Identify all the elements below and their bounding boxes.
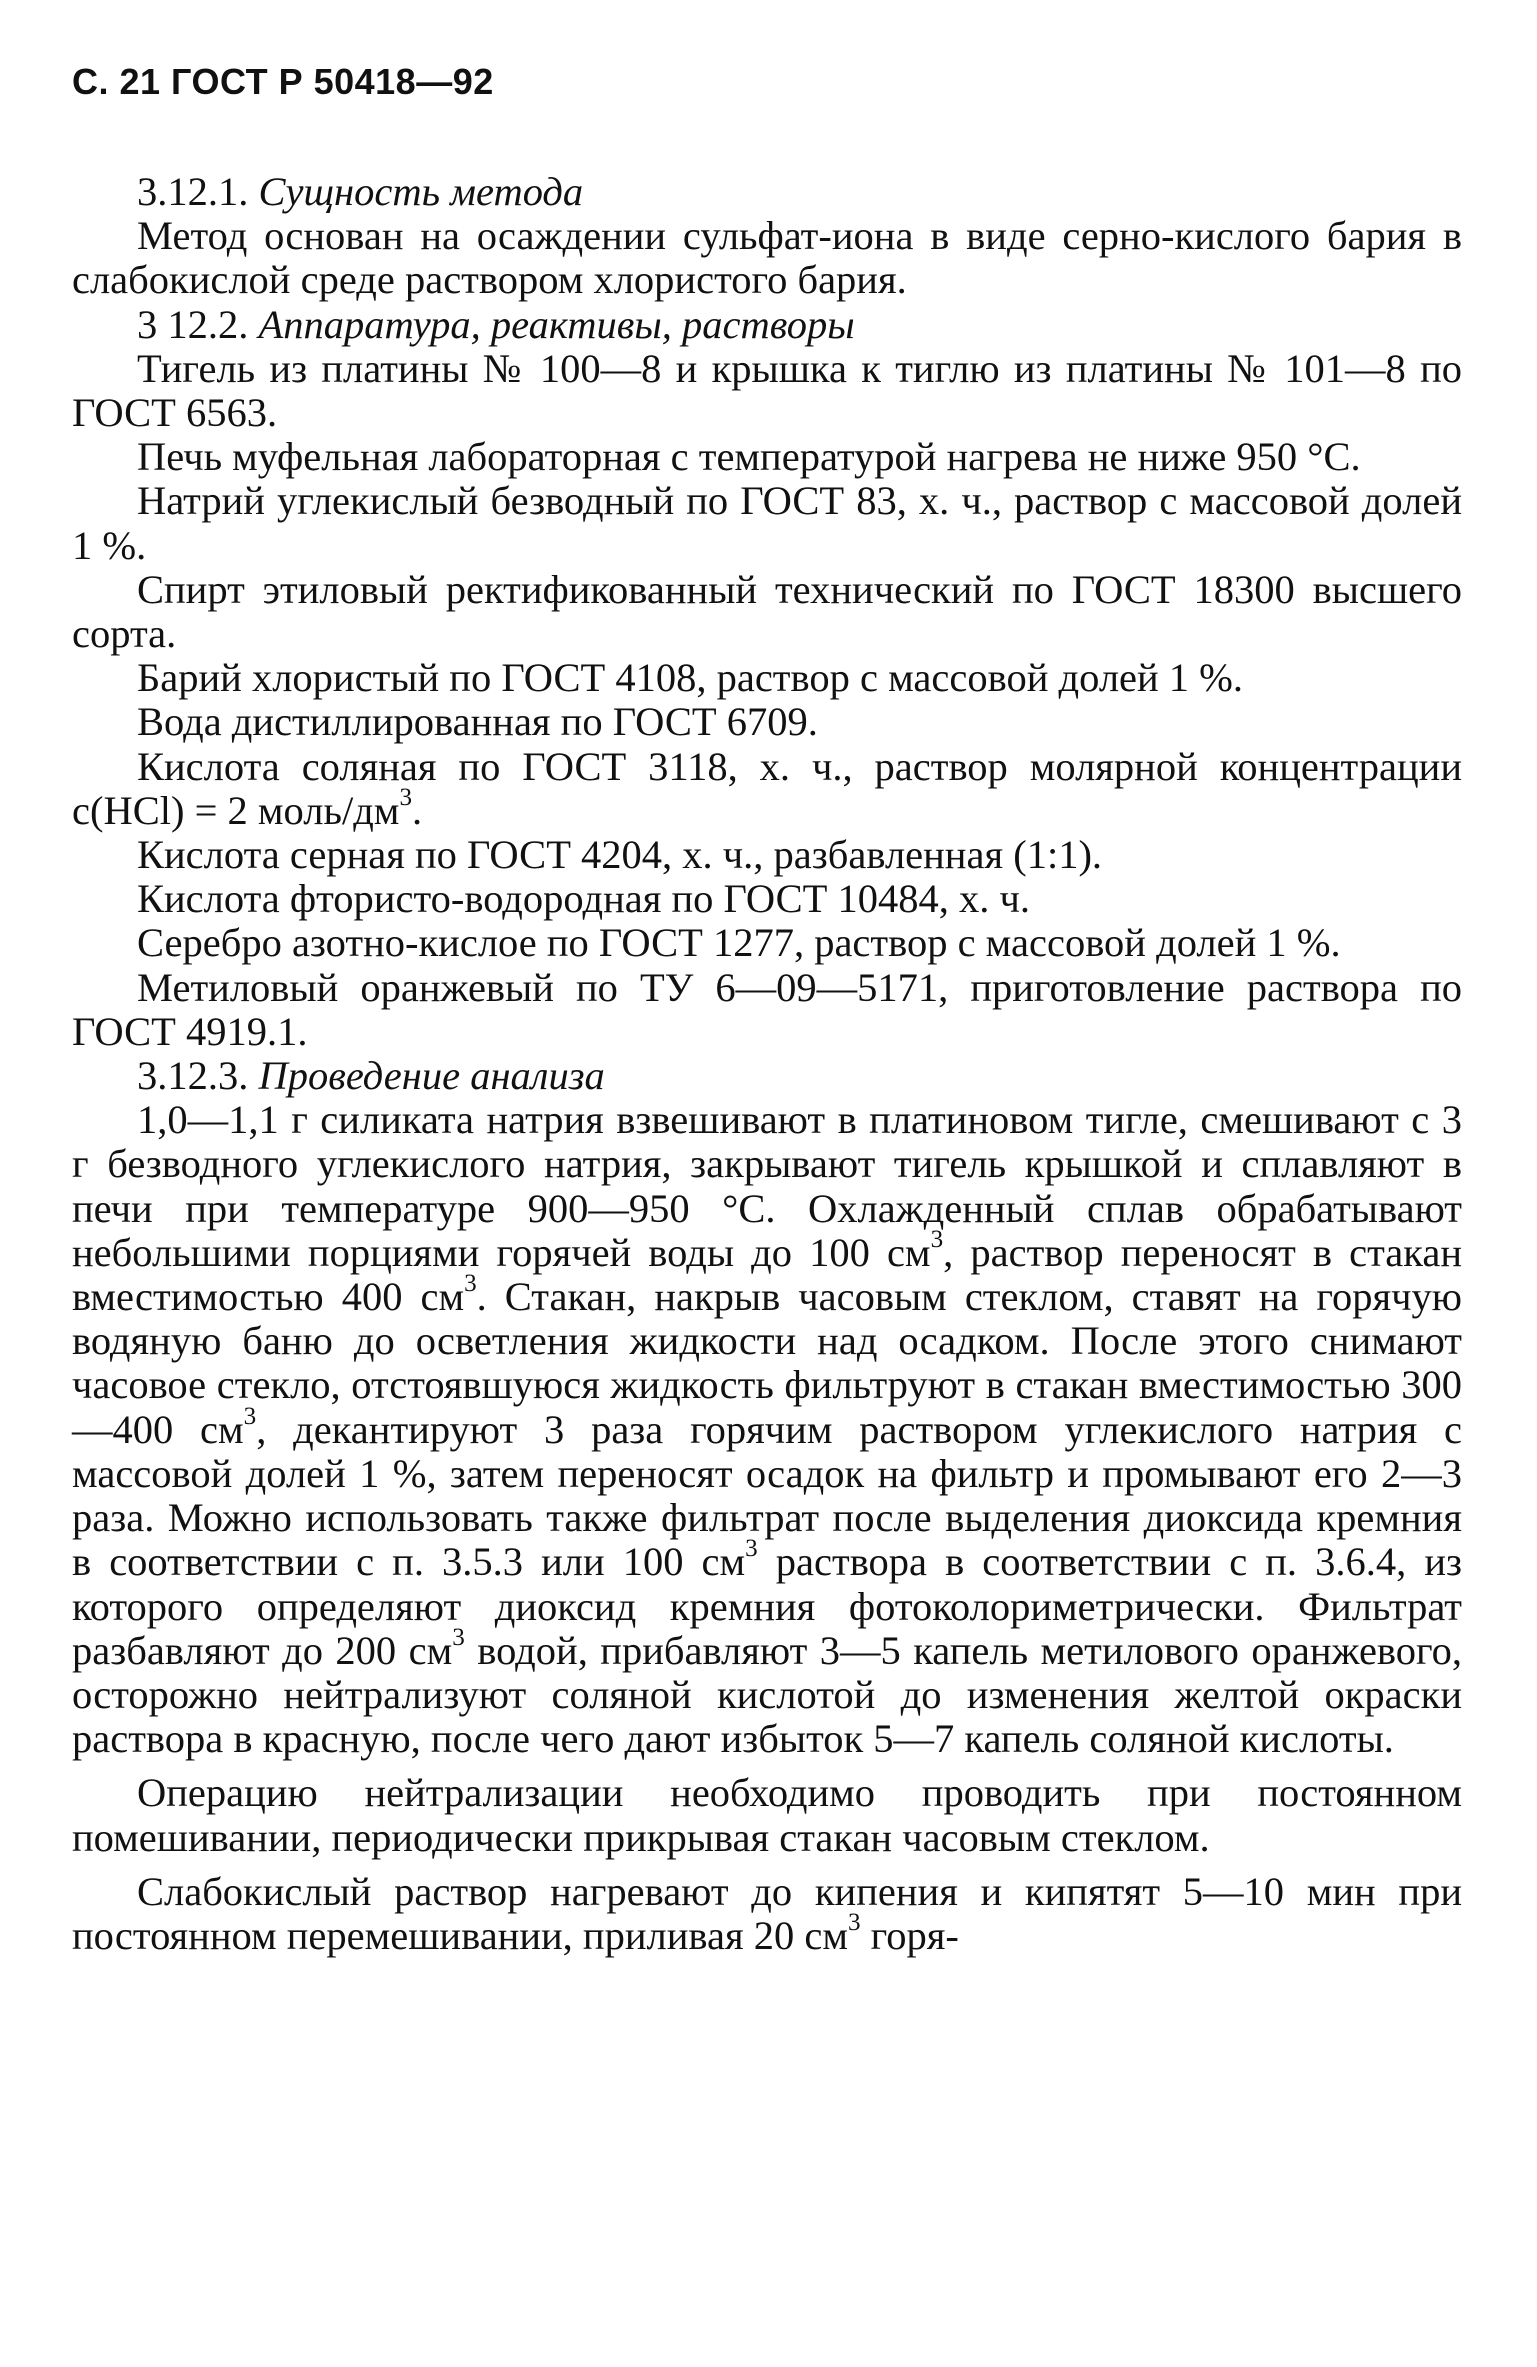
paragraph-neutralization: Операцию нейтрализации необходимо проводить при постоянном помешивании, периодически прикрывая стакан часовым стеклом. <box>72 1770 1462 1860</box>
paragraph-methyl-orange: Метиловый оранжевый по ТУ 6—09—5171, приготовление раствора по ГОСТ 4919.1. <box>72 964 1462 1054</box>
section-heading-3-12-3 <box>72 1054 1462 1098</box>
superscript: 3 <box>745 1535 758 1563</box>
superscript: 3 <box>930 1226 944 1254</box>
section-title: Аппаратура, реактивы, растворы <box>258 301 855 347</box>
superscript: 3 <box>399 784 413 812</box>
text-segment: Слабокислый раствор нагревают до кипения и кипятят 5—10 мин при постоянном перемешивании, приливая 20 см <box>72 1868 1462 1958</box>
paragraph-sodium-carbonate: Натрий углекислый безводный по ГОСТ 83, х. ч., раствор с массовой долей 1 %. <box>72 478 1462 568</box>
document-body <box>72 170 1462 1958</box>
superscript: 3 <box>464 1270 477 1298</box>
paragraph-barium-chloride: Барий хлористый по ГОСТ 4108, раствор с массовой долей 1 %. <box>137 655 1244 701</box>
section-title: Проведение анализа <box>258 1053 605 1099</box>
paragraph-analysis <box>72 1098 1462 1761</box>
paragraph-water: Вода дистиллированная по ГОСТ 6709. <box>137 699 818 745</box>
text-segment: 1,0—1,1 г силиката натрия взвешивают в платиновом тигле, смешивают с 3 г безводного углекислого натрия, закрывают тигель крышкой и сплавляют в печи при температуре 900—950 °С. Охлажденный сплав обрабатывают небольшими порциями горячей воды до 100 см <box>72 1097 1462 1275</box>
superscript: 3 <box>452 1623 465 1651</box>
paragraph-sulfuric-acid: Кислота серная по ГОСТ 4204, х. ч., разбавленная (1:1). <box>137 832 1103 878</box>
paragraph-crucible: Тигель из платины № 100—8 и крышка к тиглю из платины № 101—8 по ГОСТ 6563. <box>72 345 1462 436</box>
text-segment: водой, прибавляют 3—5 капель метилового оранжевого, осторожно нейтрализуют соляной кислотой до изменения желтой окраски раствора в красную, после чего дают избыток 5—7 капель соляной кислоты. <box>72 1627 1462 1762</box>
text-segment: . Стакан, накрыв часовым стеклом, ставят на горячую водяную баню до осветления жидкости над осадком. После этого снимают часовое стекло, отстоявшуюся жидкость фильтруют в стакан вместимостью 300—400 см <box>72 1274 1462 1452</box>
text-segment: Кислота соляная по ГОСТ 3118, х. ч., раствор молярной концентрации с(НСl) = 2 моль/дм <box>72 743 1462 833</box>
paragraph-hydrofluoric-acid: Кислота фтористо-водородная по ГОСТ 10484, х. ч. <box>137 876 1031 922</box>
text-segment: . <box>412 787 423 833</box>
section-title: Сущность метода <box>258 169 584 214</box>
document-page <box>72 60 1462 1958</box>
text-segment: горя- <box>860 1912 959 1958</box>
section-number: 3.12.1. <box>137 169 249 214</box>
paragraph-boiling <box>72 1870 1462 1958</box>
superscript: 3 <box>847 1909 861 1937</box>
section-number: 3 12.2. <box>137 301 249 347</box>
superscript: 3 <box>243 1402 257 1430</box>
text-segment: , декантируют 3 раза горячим раствором углекислого натрия с массовой долей 1 %, затем переносят осадок на фильтр и промывают его 2—3 раза. Можно использовать также фильтрат после выделения диоксида кремния в соответствии с п. 3.5.3 или 100 см <box>72 1406 1463 1585</box>
paragraph-furnace: Печь муфельная лабораторная с температурой нагрева не ниже 950 °С. <box>137 434 1361 480</box>
section-number: 3.12.3. <box>137 1053 249 1099</box>
paragraph-hydrochloric-acid <box>72 745 1462 833</box>
text-segment: раствора в соответствии с п. 3.6.4, из которого определяют диоксид кремния фотоколориметрически. Фильтрат разбавляют до 200 см <box>72 1539 1462 1673</box>
page-header: С. 21 ГОСТ Р 50418—92 <box>72 61 494 102</box>
paragraph-method: Метод основан на осаждении сульфат-иона в виде серно-кислого бария в слабокислой среде раствором хлористого бария. <box>72 213 1462 303</box>
paragraph-alcohol: Спирт этиловый ректификованный технический по ГОСТ 18300 высшего сорта. <box>72 566 1462 657</box>
paragraph-silver-nitrate: Серебро азотно-кислое по ГОСТ 1277, раствор с массовой долей 1 %. <box>137 920 1341 966</box>
section-heading-3-12-2 <box>72 303 1462 347</box>
text-segment: , раствор переносят в стакан вместимостью 400 см <box>72 1229 1462 1320</box>
section-heading-3-12-1 <box>72 170 1462 214</box>
